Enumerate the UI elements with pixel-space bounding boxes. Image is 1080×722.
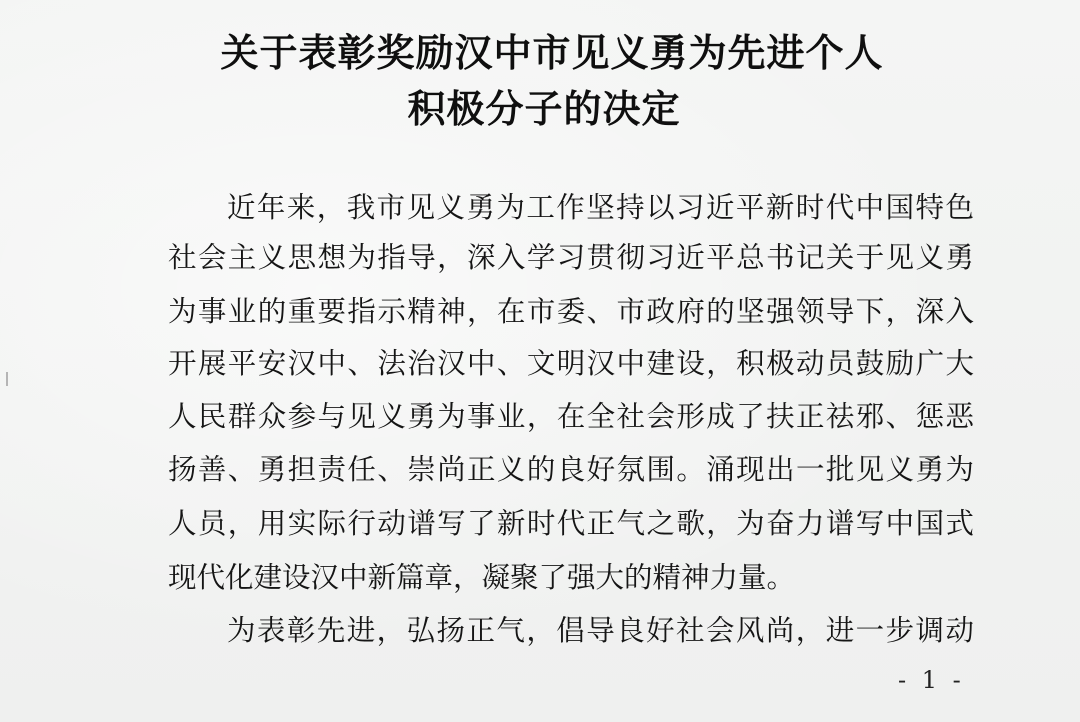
document-title-line-2: 积极分子的决定 bbox=[407, 87, 681, 131]
body-line-4: 开展平安汉中、法治汉中、文明汉中建设，积极动员鼓励广大 bbox=[168, 347, 974, 380]
body-line-9: 为表彰先进，弘扬正气，倡导良好社会风尚，进一步调动 bbox=[227, 614, 974, 647]
body-line-1: 近年来，我市见义勇为工作坚持以习近平新时代中国特色 bbox=[227, 191, 974, 224]
body-line-3: 为事业的重要指示精神，在市委、市政府的坚强领导下，深入 bbox=[168, 295, 974, 328]
binding-hole-mark bbox=[6, 372, 13, 386]
body-line-6: 扬善、勇担责任、崇尚正义的良好氛围。涌现出一批见义勇为 bbox=[168, 453, 974, 486]
body-line-7: 人员，用实际行动谱写了新时代正气之歌，为奋力谱写中国式 bbox=[168, 507, 974, 540]
body-line-5: 人民群众参与见义勇为事业，在全社会形成了扶正祛邪、惩恶 bbox=[168, 400, 974, 433]
body-line-8: 现代化建设汉中新篇章，凝聚了强大的精神力量。 bbox=[168, 561, 796, 594]
page-number: - 1 - bbox=[898, 666, 965, 694]
body-line-2: 社会主义思想为指导，深入学习贯彻习近平总书记关于见义勇 bbox=[168, 241, 974, 274]
document-title-line-1: 关于表彰奖励汉中市见义勇为先进个人 bbox=[220, 31, 884, 75]
